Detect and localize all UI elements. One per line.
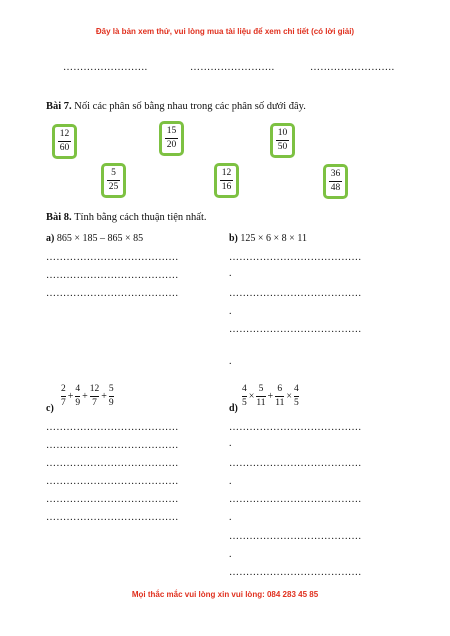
- fraction-denominator: 25: [108, 182, 119, 192]
- exercise-8-label: Bài 8.: [46, 212, 72, 223]
- exercise-7-label: Bài 7.: [46, 101, 72, 112]
- answer-dots: …………………………………: [229, 288, 362, 299]
- answer-dots: …………………………………: [229, 252, 362, 263]
- answer-dots: …………………………………: [46, 270, 179, 281]
- problem-d-label: d): [229, 403, 238, 414]
- problem-b-label: b): [229, 233, 238, 244]
- answer-dots: …………………….: [190, 62, 275, 73]
- answer-dot: .: [229, 512, 232, 523]
- fraction-numerator: 12: [59, 128, 70, 139]
- fraction: $\frac{4}{9}$: [75, 384, 81, 408]
- fraction: $\frac{12}{7}$: [89, 384, 100, 408]
- answer-dots: …………………………………: [46, 422, 179, 433]
- fraction-denominator: 20: [166, 140, 177, 150]
- fraction-numerator: 5: [111, 167, 116, 178]
- problem-a: [46, 233, 143, 244]
- answer-dots: …………………….: [310, 62, 395, 73]
- answer-dots: …………………….: [63, 62, 148, 73]
- fraction: $\frac{5}{9}$: [108, 384, 114, 408]
- answer-dots: …………………………………: [46, 458, 179, 469]
- answer-dots: …………………………………: [46, 494, 179, 505]
- fraction-numerator: 10: [277, 127, 288, 138]
- fraction: $\frac{4}{5}$: [293, 384, 299, 408]
- contact-footer: Mọi thắc mắc vui lòng xin vui lòng: 084 283 45 85: [131, 590, 319, 599]
- operator: +: [82, 391, 88, 402]
- operator: +: [267, 391, 274, 402]
- answer-dot: .: [229, 438, 232, 449]
- answer-dots: …………………………………: [229, 531, 362, 542]
- exercise-7-text: Nối các phân số bằng nhau trong các phân số dưới đây.: [71, 101, 306, 112]
- fraction: $\frac{4}{5}$: [242, 384, 247, 408]
- problem-b: [229, 233, 307, 244]
- problem-c-expression: [60, 385, 115, 408]
- fraction: $\frac{6}{11}$: [275, 384, 285, 408]
- answer-dots: …………………………………: [46, 512, 179, 523]
- fraction-denominator: 16: [221, 182, 232, 192]
- fraction-numerator: 12: [221, 167, 232, 178]
- operator: +: [67, 391, 74, 402]
- answer-dots: …………………………………: [229, 567, 362, 578]
- answer-dots: …………………………………: [46, 288, 179, 299]
- answer-dots: …………………………………: [46, 252, 179, 263]
- fraction-denominator: 50: [277, 142, 288, 152]
- answer-dot: .: [229, 268, 232, 279]
- problem-b-expression: 125 × 6 × 8 × 11: [237, 233, 307, 244]
- fraction-card[interactable]: [323, 164, 348, 199]
- answer-dots: …………………………………: [229, 324, 362, 335]
- answer-dot: .: [229, 476, 232, 487]
- fraction-numerator: 36: [330, 168, 341, 179]
- problem-c-label: c): [46, 403, 54, 414]
- operator: ×: [286, 391, 292, 402]
- answer-dot: .: [229, 356, 232, 367]
- answer-dot: .: [229, 549, 232, 560]
- fraction-denominator: 48: [330, 183, 341, 193]
- fraction-numerator: 15: [166, 125, 177, 136]
- problem-a-label: a): [46, 233, 55, 244]
- exercise-8-heading: [46, 212, 206, 223]
- fraction-card[interactable]: [159, 121, 184, 156]
- preview-banner: Đây là bản xem thử, vui lòng mua tài liệu để xem chi tiết (có lời giải): [95, 27, 355, 36]
- operator: +: [101, 391, 107, 402]
- exercise-8-text: Tính bằng cách thuận tiện nhất.: [71, 212, 207, 223]
- fraction-card[interactable]: [214, 163, 239, 198]
- problem-a-expression: 865 × 185 – 865 × 85: [54, 233, 144, 244]
- fraction: $\frac{2}{7}$: [61, 384, 66, 408]
- operator: ×: [248, 391, 255, 402]
- fraction-card[interactable]: [52, 124, 77, 159]
- answer-dots: …………………………………: [46, 476, 179, 487]
- exercise-7-heading: [46, 101, 306, 112]
- answer-dots: …………………………………: [229, 494, 362, 505]
- answer-dots: …………………………………: [229, 422, 362, 433]
- fraction-denominator: 60: [59, 143, 70, 153]
- fraction: $\frac{5}{11}$: [256, 384, 266, 408]
- answer-dots: …………………………………: [229, 458, 362, 469]
- answer-dots: …………………………………: [46, 440, 179, 451]
- fraction-card[interactable]: [101, 163, 126, 198]
- fraction-card[interactable]: [270, 123, 295, 158]
- problem-d-expression: [241, 385, 300, 408]
- answer-dot: .: [229, 306, 232, 317]
